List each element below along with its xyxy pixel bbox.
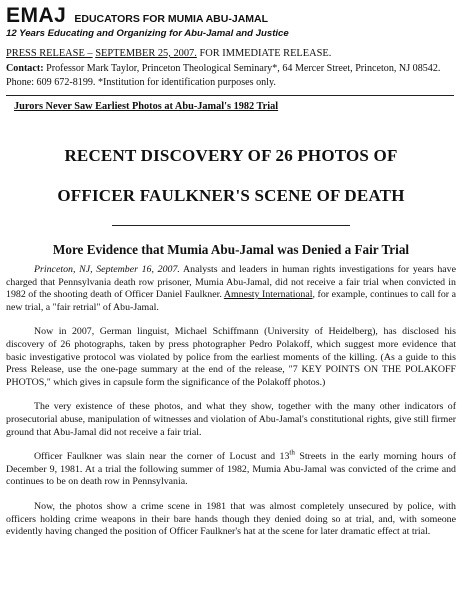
dateline: Princeton, NJ, September 16, 2007. — [34, 264, 180, 275]
headline-line-2: OFFICER FAULKNER'S SCENE OF DEATH — [57, 186, 405, 205]
headline-line-1: RECENT DISCOVERY OF 26 PHOTOS OF — [64, 146, 398, 165]
article-body — [6, 264, 456, 551]
organization-name: EDUCATORS FOR MUMIA ABU-JAMAL — [74, 13, 269, 25]
subheadline: More Evidence that Mumia Abu-Jamal was Denied a Fair Trial — [52, 242, 410, 257]
release-line — [6, 48, 331, 59]
ordinal-suffix: th — [289, 448, 295, 457]
paragraph-1-text-b: , for example, continues to call for a new trial, a "fair retrial" of Abu-Jamal. — [6, 289, 456, 313]
immediate-release-note: FOR IMMEDIATE RELEASE. — [199, 48, 332, 59]
contact-text: Professor Mark Taylor, Princeton Theological Seminary*, 64 Mercer Street, Princeton, NJ 08542. Phone: 609 672-8199. *Institution for identification purposes only. — [6, 63, 441, 88]
paragraph-2: Now in 2007, German linguist, Michael Schiffmann (University of Heidelberg), has disclosed his discovery of 26 photographs, taken by press photographer Pedro Polakoff, which suggest more evidence that basic investigative protocol was violated by police from the earliest moments of the killing. (As a guide to this Press Release, use the one-page summary at the end of the release, "7 KEY POINTS ON THE POLAKOFF PHOTOS," which gives in capsule form the significance of the Polakoff photos.) — [6, 326, 456, 388]
kicker-heading: Jurors Never Saw Earliest Photos at Abu-Jamal's 1982 Trial — [14, 101, 279, 112]
masthead — [6, 4, 268, 28]
emaj-logo: EMAJ — [6, 4, 67, 27]
tagline: 12 Years Educating and Organizing for Abu-Jamal and Justice — [6, 28, 289, 39]
press-release-label: PRESS RELEASE – — [6, 48, 93, 59]
paragraph-4 — [6, 448, 456, 489]
paragraph-3: The very existence of these photos, and what they show, together with the many other indicators of prosecutorial abuse, manipulation of witnesses and violation of Abu-Jamal's constitutional rights, give still firmer ground that Abu-Jamal did not receive a fair trial. — [6, 401, 456, 438]
paragraph-1-text-a: Analysts and leaders in human rights investigations for years have charged that Pennsylvania death row prisoner, Mumia Abu-Jamal, did not receive a fair trial when convicted in 1982 of the shooting death of Officer Daniel Faulkner. — [6, 264, 457, 301]
release-date: SEPTEMBER 25, 2007. — [95, 48, 197, 59]
contact-label: Contact: — [6, 63, 44, 74]
headline-divider — [112, 225, 350, 226]
paragraph-4-text-a: Officer Faulkner was slain near the corner of Locust and 13 — [34, 451, 290, 463]
contact-info — [6, 62, 458, 90]
top-divider — [6, 95, 454, 96]
paragraph-4-text-b: Streets in the early morning hours of December 9, 1981. At a trial the following summer of 1982, Mumia Abu-Jamal was convicted of the crime and continues to be on death row in Pennsylvania. — [6, 451, 456, 488]
amnesty-international-link[interactable]: Amnesty International — [223, 289, 313, 301]
paragraph-1 — [6, 264, 456, 314]
paragraph-5: Now, the photos show a crime scene in 1981 that was almost completely unsecured by police, with officers holding crime weapons in their bare hands though they denied doing so at trial, and, with someone evidently having changed the position of Officer Faulkner's hat at the scene for later dramatic effect at trial. — [6, 500, 456, 538]
